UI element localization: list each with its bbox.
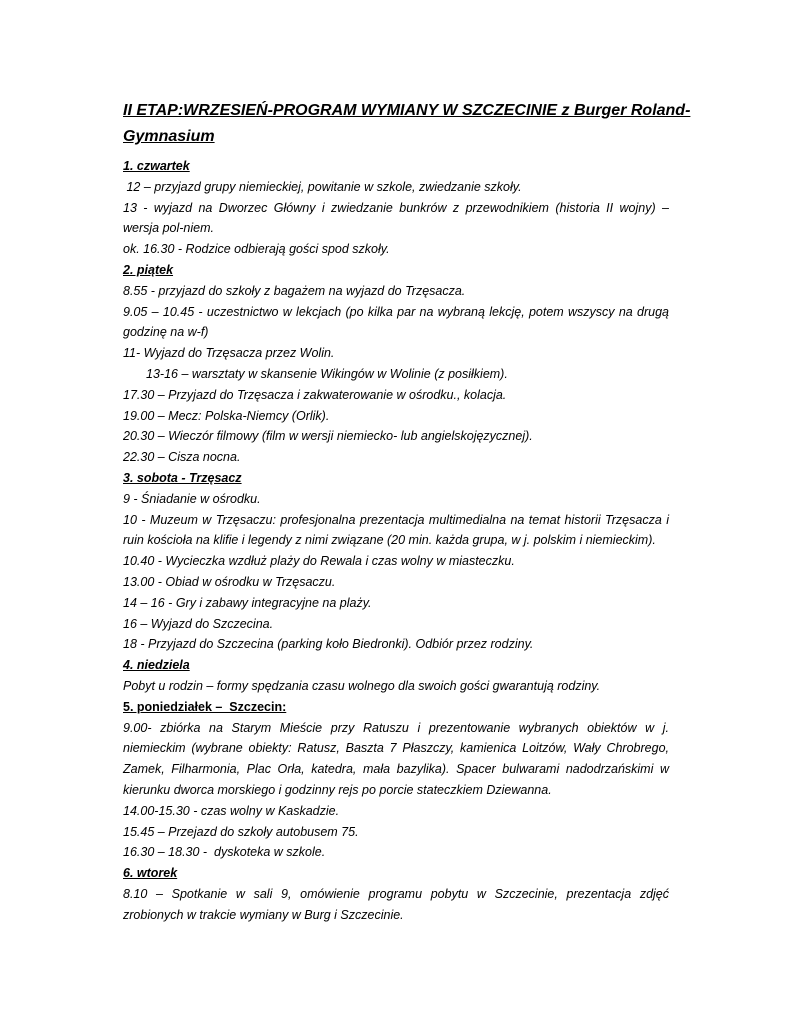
day-section-6 xyxy=(123,863,669,925)
schedule-line: 22.30 – Cisza nocna. xyxy=(123,450,241,465)
schedule-line: 18 - Przyjazd do Szczecina (parking koło Biedronki). Odbiór przez rodziny. xyxy=(123,637,534,652)
schedule-line: ruin kościoła na klifie i legendy z nimi związane (20 min. każda grupa, w j. polskim i niemieckim). xyxy=(123,533,656,548)
document-title-line-1: II ETAP:WRZESIEŃ-PROGRAM WYMIANY W SZCZECINIE z Burger Roland- xyxy=(123,102,691,119)
schedule-line: 8.55 - przyjazd do szkoły z bagażem na wyjazd do Trzęsacza. xyxy=(123,283,466,298)
document-page xyxy=(123,98,691,925)
schedule-line: 11- Wyjazd do Trzęsacza przez Wolin. xyxy=(123,346,335,361)
schedule-line: 8.10 – Spotkanie w sali 9, omówienie programu pobytu w Szczecinie, prezentacja zdjęć xyxy=(123,886,669,901)
schedule-line: 9 - Śniadanie w ośrodku. xyxy=(123,491,261,506)
schedule-line: Zamek, Filharmonia, Plac Orła, katedra, mała bazylika). Spacer bulwarami nadodrzańskimi w xyxy=(123,762,669,777)
day-heading-4: 4. niedziela xyxy=(123,658,190,673)
schedule-line: 10 - Muzeum w Trzęsaczu: profesjonalna prezentacja multimedialna na temat historii Trzęsacza i xyxy=(123,512,669,527)
schedule-line: kierunku dworca morskiego i godzinny rejs po porcie stateczkiem Dziewanna. xyxy=(123,782,552,797)
day-heading-5: 5. poniedziałek – Szczecin: xyxy=(123,699,287,714)
schedule-line: 19.00 – Mecz: Polska-Niemcy (Orlik). xyxy=(123,408,330,423)
schedule-line: 13 - wyjazd na Dworzec Główny i zwiedzanie bunkrów z przewodnikiem (historia II wojny) – xyxy=(123,200,669,215)
schedule-line: ok. 16.30 - Rodzice odbierają gości spod szkoły. xyxy=(123,242,390,257)
schedule-line: 16 – Wyjazd do Szczecina. xyxy=(123,616,274,631)
schedule-line: 13-16 – warsztaty w skansenie Wikingów w Wolinie (z posiłkiem). xyxy=(146,366,508,381)
schedule-line: 15.45 – Przejazd do szkoły autobusem 75. xyxy=(123,824,359,839)
schedule-line: wersja pol-niem. xyxy=(123,221,215,236)
day-heading-6: 6. wtorek xyxy=(123,866,178,881)
schedule-line: niemieckim (wybrane obiekty: Ratusz, Baszta 7 Płaszczy, kamienica Loitzów, Wały Chrobrego, xyxy=(123,741,669,756)
day-section-5 xyxy=(123,697,669,863)
day-section-1 xyxy=(123,156,669,260)
day-section-2 xyxy=(123,260,669,468)
schedule-line: 14.00-15.30 - czas wolny w Kaskadzie. xyxy=(123,803,340,818)
schedule-line: 9.05 – 10.45 - uczestnictwo w lekcjach (po kilka par na wybraną lekcję, potem wszyscy na drugą xyxy=(123,304,669,319)
schedule-line: 14 – 16 - Gry i zabawy integracyjne na plaży. xyxy=(123,595,372,610)
schedule-line: zrobionych w trakcie wymiany w Burg i Szczecinie. xyxy=(123,907,404,922)
day-heading-2: 2. piątek xyxy=(123,262,174,277)
schedule-line: 12 – przyjazd grupy niemieckiej, powitanie w szkole, zwiedzanie szkoły. xyxy=(123,179,522,194)
schedule-line: Pobyt u rodzin – formy spędzania czasu wolnego dla swoich gości gwarantują rodziny. xyxy=(123,678,601,693)
schedule-line: 20.30 – Wieczór filmowy (film w wersji niemiecko- lub angielskojęzycznej). xyxy=(123,429,533,444)
schedule-line: 9.00- zbiórka na Starym Mieście przy Ratuszu i prezentowanie wybranych obiektów w j. xyxy=(123,720,669,735)
day-section-4 xyxy=(123,655,669,697)
schedule-line: 10.40 - Wycieczka wzdłuż plaży do Rewala i czas wolny w miasteczku. xyxy=(123,554,515,569)
schedule-line: 16.30 – 18.30 - dyskoteka w szkole. xyxy=(123,845,326,860)
document-title-line-2: Gymnasium xyxy=(123,128,215,145)
day-section-3 xyxy=(123,468,669,655)
day-heading-3: 3. sobota - Trzęsacz xyxy=(123,470,242,485)
day-heading-1: 1. czwartek xyxy=(123,159,190,173)
schedule-line: godzinę na w-f) xyxy=(123,325,209,340)
schedule-line: 13.00 - Obiad w ośrodku w Trzęsaczu. xyxy=(123,574,336,589)
schedule-line: 17.30 – Przyjazd do Trzęsacza i zakwaterowanie w ośrodku., kolacja. xyxy=(123,387,507,402)
